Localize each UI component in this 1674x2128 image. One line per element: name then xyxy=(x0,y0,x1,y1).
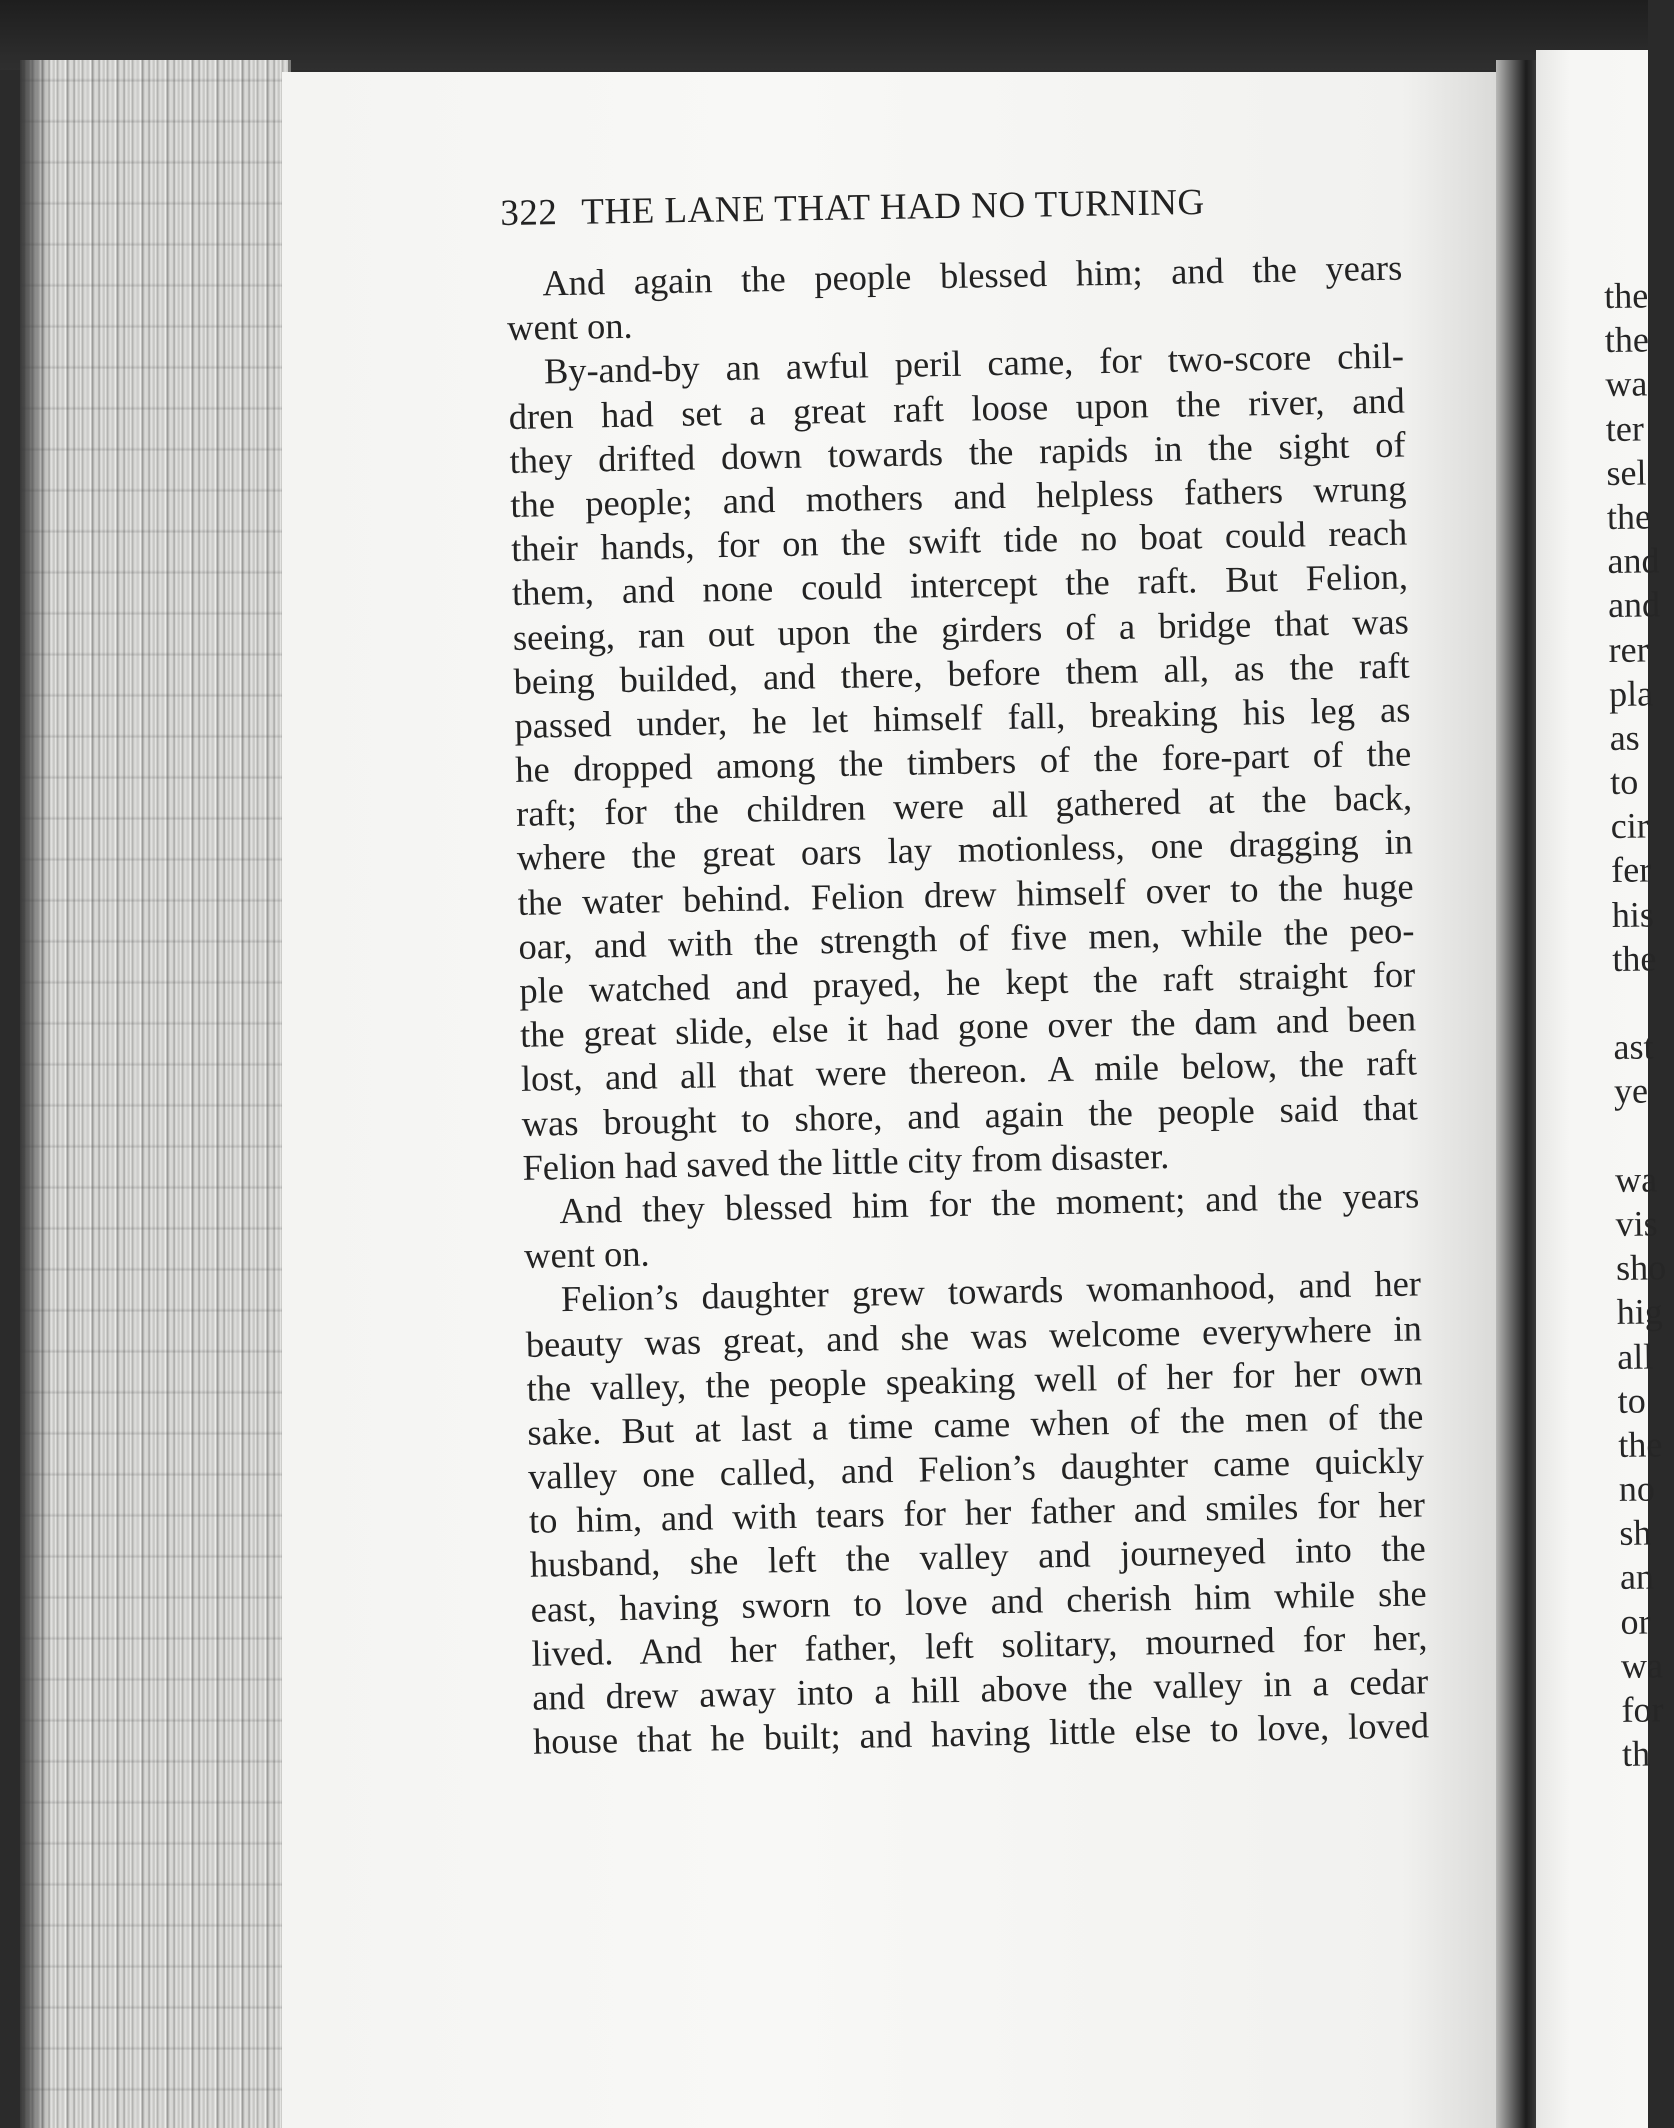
facing-line-fragment: all xyxy=(1616,1335,1654,1377)
facing-line-fragment: as xyxy=(1609,717,1640,758)
text-line: And they blessed him for the moment; and the years xyxy=(559,1175,1420,1232)
facing-line-fragment: vis xyxy=(1615,1203,1658,1244)
text-line: they drifted down towards the rapids in the sight of xyxy=(509,424,1406,481)
facing-line-fragment: the xyxy=(1612,938,1657,979)
text-line: seeing, ran out upon the girders of a bridge that was xyxy=(512,601,1410,658)
text-line: Felion had saved the little city from disaster. xyxy=(522,1135,1170,1188)
facing-line-fragment: for xyxy=(1621,1689,1664,1730)
text-line: house that he built; and having little else to love, loved xyxy=(532,1705,1430,1762)
text-line: the water behind. Felion drew himself over to the huge xyxy=(517,866,1414,923)
facing-line-fragment: the xyxy=(1604,275,1649,316)
facing-line-fragment: and xyxy=(1607,584,1661,626)
text-line: he dropped among the timbers of the fore-part of the xyxy=(514,733,1412,790)
facing-line-fragment: and xyxy=(1607,540,1660,582)
text-line: lived. And her father, left solitary, mourned for her, xyxy=(531,1617,1428,1674)
text-line: ple watched and prayed, he kept the raft straight for xyxy=(518,954,1416,1011)
text-line: And again the people blessed him; and the years xyxy=(542,247,1403,304)
text-line: beauty was great, and she was welcome everywhere in xyxy=(525,1307,1423,1365)
text-line: and drew away into a hill above the valley in a cedar xyxy=(531,1661,1429,1718)
page-body-text xyxy=(506,246,1429,1765)
line-gap xyxy=(1614,1113,1659,1158)
text-line: east, having sworn to love and cherish him while she xyxy=(530,1572,1427,1630)
facing-line-fragment: wa xyxy=(1620,1645,1664,1686)
facing-line-fragment: cir xyxy=(1610,805,1649,847)
facing-line-fragment: to xyxy=(1609,761,1639,803)
text-line: husband, she left the valley and journeyed into the xyxy=(529,1528,1427,1586)
text-line: lost, and all that were thereon. A mile below, the raft xyxy=(520,1042,1418,1100)
facing-line-fragment: hig xyxy=(1616,1291,1663,1333)
running-head-title: THE LANE THAT HAD NO TURNING xyxy=(581,181,1206,233)
facing-line-fragment: sho xyxy=(1615,1247,1667,1289)
facing-line-fragment: or xyxy=(1620,1601,1651,1642)
text-line: dren had set a great raft loose upon the river, and xyxy=(508,380,1406,437)
facing-line-fragment: an xyxy=(1619,1556,1655,1598)
facing-line-fragment: th xyxy=(1621,1733,1651,1775)
line-gap xyxy=(1613,980,1658,1025)
facing-line-fragment: sh xyxy=(1619,1512,1652,1554)
text-line: raft; for the children were all gathered at the back, xyxy=(515,777,1413,835)
facing-line-fragment: ye xyxy=(1613,1070,1649,1112)
text-line: the people; and mothers and helpless fathers wrung xyxy=(510,468,1407,525)
facing-line-fragment: the xyxy=(1604,319,1650,361)
page-number: 322 xyxy=(500,192,558,234)
text-line: valley one called, and Felion’s daughter came quickly xyxy=(527,1440,1425,1497)
text-line: passed under, he let himself fall, breaking his leg as xyxy=(514,689,1411,746)
text-line: where the great oars lay motionless, one dragging in xyxy=(516,821,1414,879)
text-line: oar, and with the strength of five men, while the peo- xyxy=(518,910,1415,967)
text-line: sake. But at last a time came when of the men of the xyxy=(527,1396,1424,1453)
text-line: went on. xyxy=(506,305,633,349)
facing-line-fragment: rer xyxy=(1608,628,1649,670)
facing-line-fragment: fer xyxy=(1611,849,1652,891)
text-line: to him, and with tears for her father and smiles for her xyxy=(528,1484,1426,1542)
facing-line-fragment: the xyxy=(1618,1424,1663,1465)
text-line: the valley, the people speaking well of her for her own xyxy=(526,1352,1423,1409)
text-line: went on. xyxy=(523,1233,650,1276)
text-line: the great slide, else it had gone over the dam and been xyxy=(519,998,1417,1056)
text-line: By-and-by an awful peril came, for two-score chil- xyxy=(543,335,1405,392)
text-line: Felion’s daughter grew towards womanhood, and her xyxy=(560,1263,1422,1320)
text-line: them, and none could intercept the raft. But Felion, xyxy=(511,556,1409,614)
facing-line-fragment: to xyxy=(1617,1380,1647,1421)
text-line: was brought to shore, and again the people said that xyxy=(521,1087,1419,1144)
facing-line-fragment: pla xyxy=(1608,673,1654,714)
book-gutter xyxy=(1496,60,1536,2128)
facing-line-fragment: wa xyxy=(1614,1159,1658,1200)
facing-line-fragment: sel xyxy=(1606,452,1647,493)
text-line: their hands, for on the swift tide no boat could reach xyxy=(510,512,1408,570)
page-edges xyxy=(20,60,291,2128)
facing-line-fragment: the xyxy=(1606,496,1652,537)
facing-line-fragment: ast xyxy=(1613,1026,1654,1068)
facing-line-fragment: his xyxy=(1611,894,1655,935)
facing-line-fragment: no xyxy=(1618,1468,1656,1509)
text-line: being builded, and there, before them all, as the raft xyxy=(513,645,1410,702)
facing-line-fragment: wa xyxy=(1605,363,1648,405)
facing-line-fragment: ter xyxy=(1605,408,1645,449)
